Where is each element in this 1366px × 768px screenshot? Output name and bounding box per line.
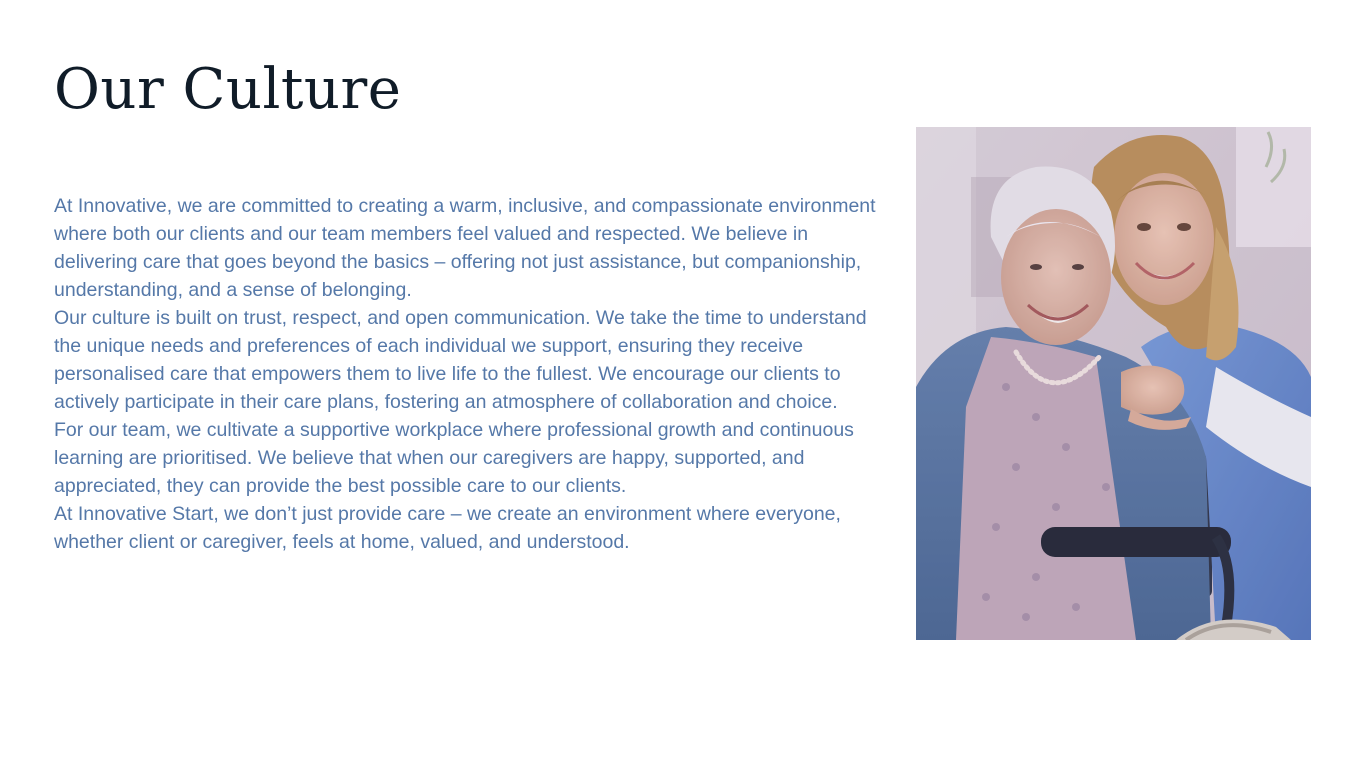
page-title: Our Culture — [54, 57, 402, 122]
paragraph-trust: Our culture is built on trust, respect, and open communication. We take the time to understand the unique needs and preferences of each individual we support, ensuring they receive personalised care that empowers them to live life to the fullest. We encourage our clients to actively participate in their care plans, fostering an atmosphere of collaboration and choice. — [54, 307, 867, 413]
caregiver-photo — [916, 127, 1311, 640]
paragraph-commitment: At Innovative, we are committed to creating a warm, inclusive, and compassionate environment where both our clients and our team members feel valued and respected. We believe in delivering care that goes beyond the basics – offering not just assistance, but companionship, understanding, and a sense of belonging. — [54, 195, 876, 301]
culture-description — [54, 192, 884, 556]
paragraph-closing: At Innovative Start, we don’t just provide care – we create an environment where everyone, whether client or caregiver, feels at home, valued, and understood. — [54, 503, 841, 553]
paragraph-team: For our team, we cultivate a supportive workplace where professional growth and continuous learning are prioritised. We believe that when our caregivers are happy, supported, and appreciated, they can provide the best possible care to our clients. — [54, 419, 854, 497]
caregiver-photo-illustration — [916, 127, 1311, 640]
